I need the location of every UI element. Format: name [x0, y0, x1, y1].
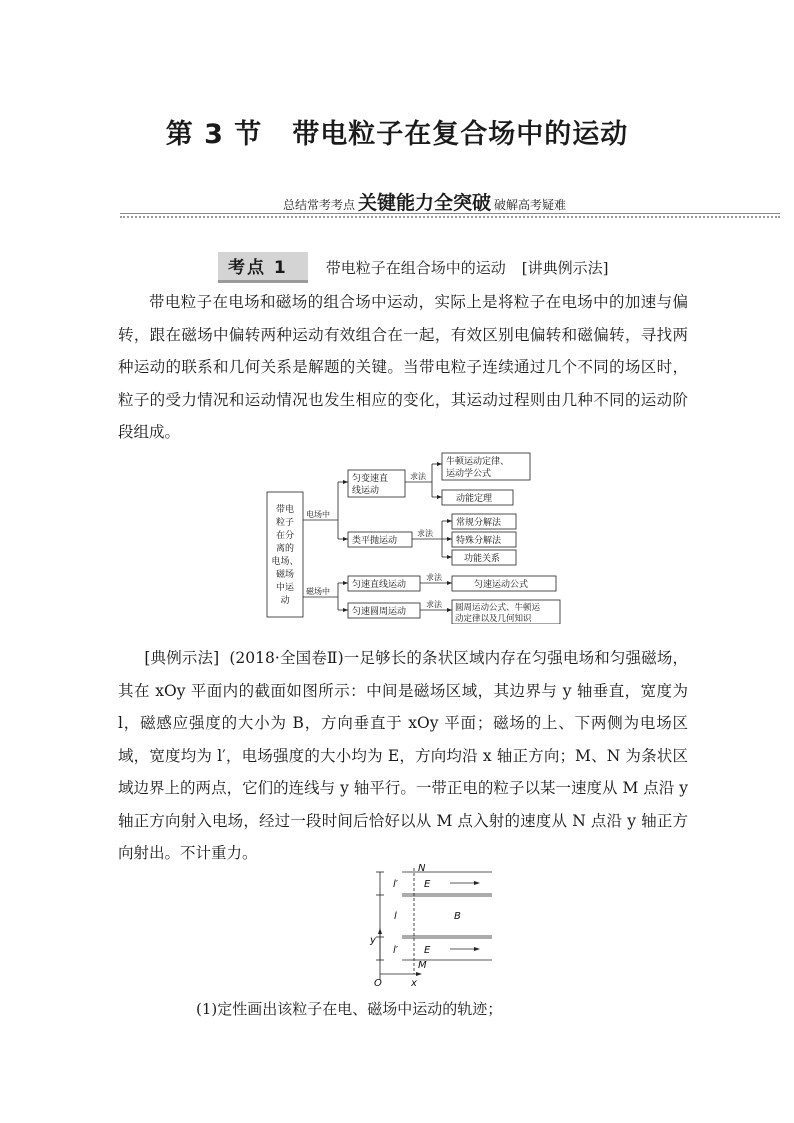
section-banner: [120, 188, 780, 222]
uniform-circle-label: 匀速圆周运动: [352, 607, 407, 617]
newton-line-1: 牛顿运动定律、: [446, 457, 510, 467]
section-number: 第 3 节: [165, 119, 263, 150]
work-energy-label: 功能关系: [464, 554, 501, 564]
flowchart-diagram: [266, 452, 566, 624]
problem-text: (2018·全国卷Ⅱ)一足够长的条状区域内存在匀强电场和匀强磁场，其在 xOy 平面内的截面如图所示：中间是磁场区域，其边界与 y 轴垂直，宽度为 l，磁感应强度的大小为 B，方向垂直于 xOy 平面；磁场的上、下两侧为电场区域，宽度均为 l′，电场强度的大小均为 E，方向均沿 x 轴正方向；M、N 为条状区域边界上的两点，它们的连线与 y 轴平行。一带正电的粒子以某一速度从 M 点沿 y 轴正方向射入电场，经过一段时间后恰好以从 M 点入射的速度从 N 点沿 y 轴正方向射出。不计重力。: [118, 649, 688, 862]
y-axis-label: y: [370, 935, 376, 946]
origin-label: O: [374, 978, 382, 989]
kaodian-label: 考点 1: [218, 252, 308, 283]
field-figure: [362, 862, 496, 990]
root-line-3: 在分: [275, 531, 295, 541]
method-label-4: 求法: [426, 600, 442, 609]
l-prime-top-label: l′: [393, 879, 399, 890]
uniform-accel-line-1: 匀变速直: [352, 474, 389, 484]
root-line-5: 电场、: [271, 557, 299, 567]
intro-paragraph: 带电粒子在电场和磁场的组合场中运动，实际上是将粒子在电场中的加速与偏转，跟在磁场中偏转两种运动有效组合在一起，有效区别电偏转和磁偏转，寻找两种运动的联系和几何关系是解题的关键。当带电粒子连续通过几个不同的场区时，粒子的受力情况和运动情况也发生相应的变化，其运动过程则由几种不同的运动阶段组成。: [118, 293, 688, 441]
banner-dotted-rule: [120, 216, 780, 218]
e-field-label: 电场中: [306, 510, 330, 519]
kaodian-name: 带电粒子在组合场中的运动: [325, 259, 506, 277]
banner-right-text: 破解高考疑难: [494, 198, 567, 212]
question-1: (1)定性画出该粒子在电、磁场中运动的轨迹；: [196, 1000, 503, 1018]
banner-left-text: 总结常考考点: [283, 198, 356, 212]
uniform-accel-line-2: 线运动: [352, 486, 380, 496]
kaodian-heading: [218, 252, 608, 283]
problem-tag: [典例示法]: [144, 649, 220, 667]
b-field-label: 磁场中: [306, 587, 330, 596]
decomp-label: 常规分解法: [456, 518, 502, 528]
problem-paragraph: [118, 642, 688, 870]
root-line-7: 中运: [275, 583, 295, 593]
page-title: [0, 112, 794, 151]
root-line-6: 磁场: [275, 570, 295, 580]
circle-formula-line-1: 圆周运动公式、牛顿运: [455, 603, 541, 613]
kinetic-label: 动能定理: [456, 494, 493, 504]
root-line-2: 粒子: [275, 518, 295, 528]
banner-center-text: 关键能力全突破: [358, 192, 492, 214]
newton-line-2: 运动学公式: [446, 469, 492, 479]
method-label-2: 求法: [417, 529, 433, 538]
l-prime-bottom-label: l′: [393, 945, 399, 956]
method-label-1: 求法: [410, 472, 426, 481]
uniform-line-label: 匀速直线运动: [352, 580, 407, 590]
e-label-top: E: [424, 879, 431, 890]
b-label: B: [454, 911, 461, 922]
e-label-bottom: E: [424, 945, 431, 956]
section-title: 带电粒子在复合场中的运动: [292, 119, 629, 150]
point-m-label: M: [418, 960, 427, 971]
method-label-3: 求法: [426, 573, 442, 582]
root-line-4: 离的: [275, 544, 295, 554]
point-n-label: N: [418, 863, 426, 874]
x-axis-label: x: [411, 978, 417, 989]
uniform-formula-label: 匀速运动公式: [474, 580, 529, 590]
kaodian-tag: [讲典例示法]: [521, 259, 609, 277]
projectile-label: 类平抛运动: [352, 536, 398, 546]
root-line-8: 动: [280, 596, 290, 606]
special-label: 特殊分解法: [456, 536, 502, 546]
root-line-1: 带电: [275, 505, 295, 515]
circle-formula-line-2: 动定律以及几何知识: [455, 614, 532, 624]
l-label: l: [394, 911, 397, 922]
